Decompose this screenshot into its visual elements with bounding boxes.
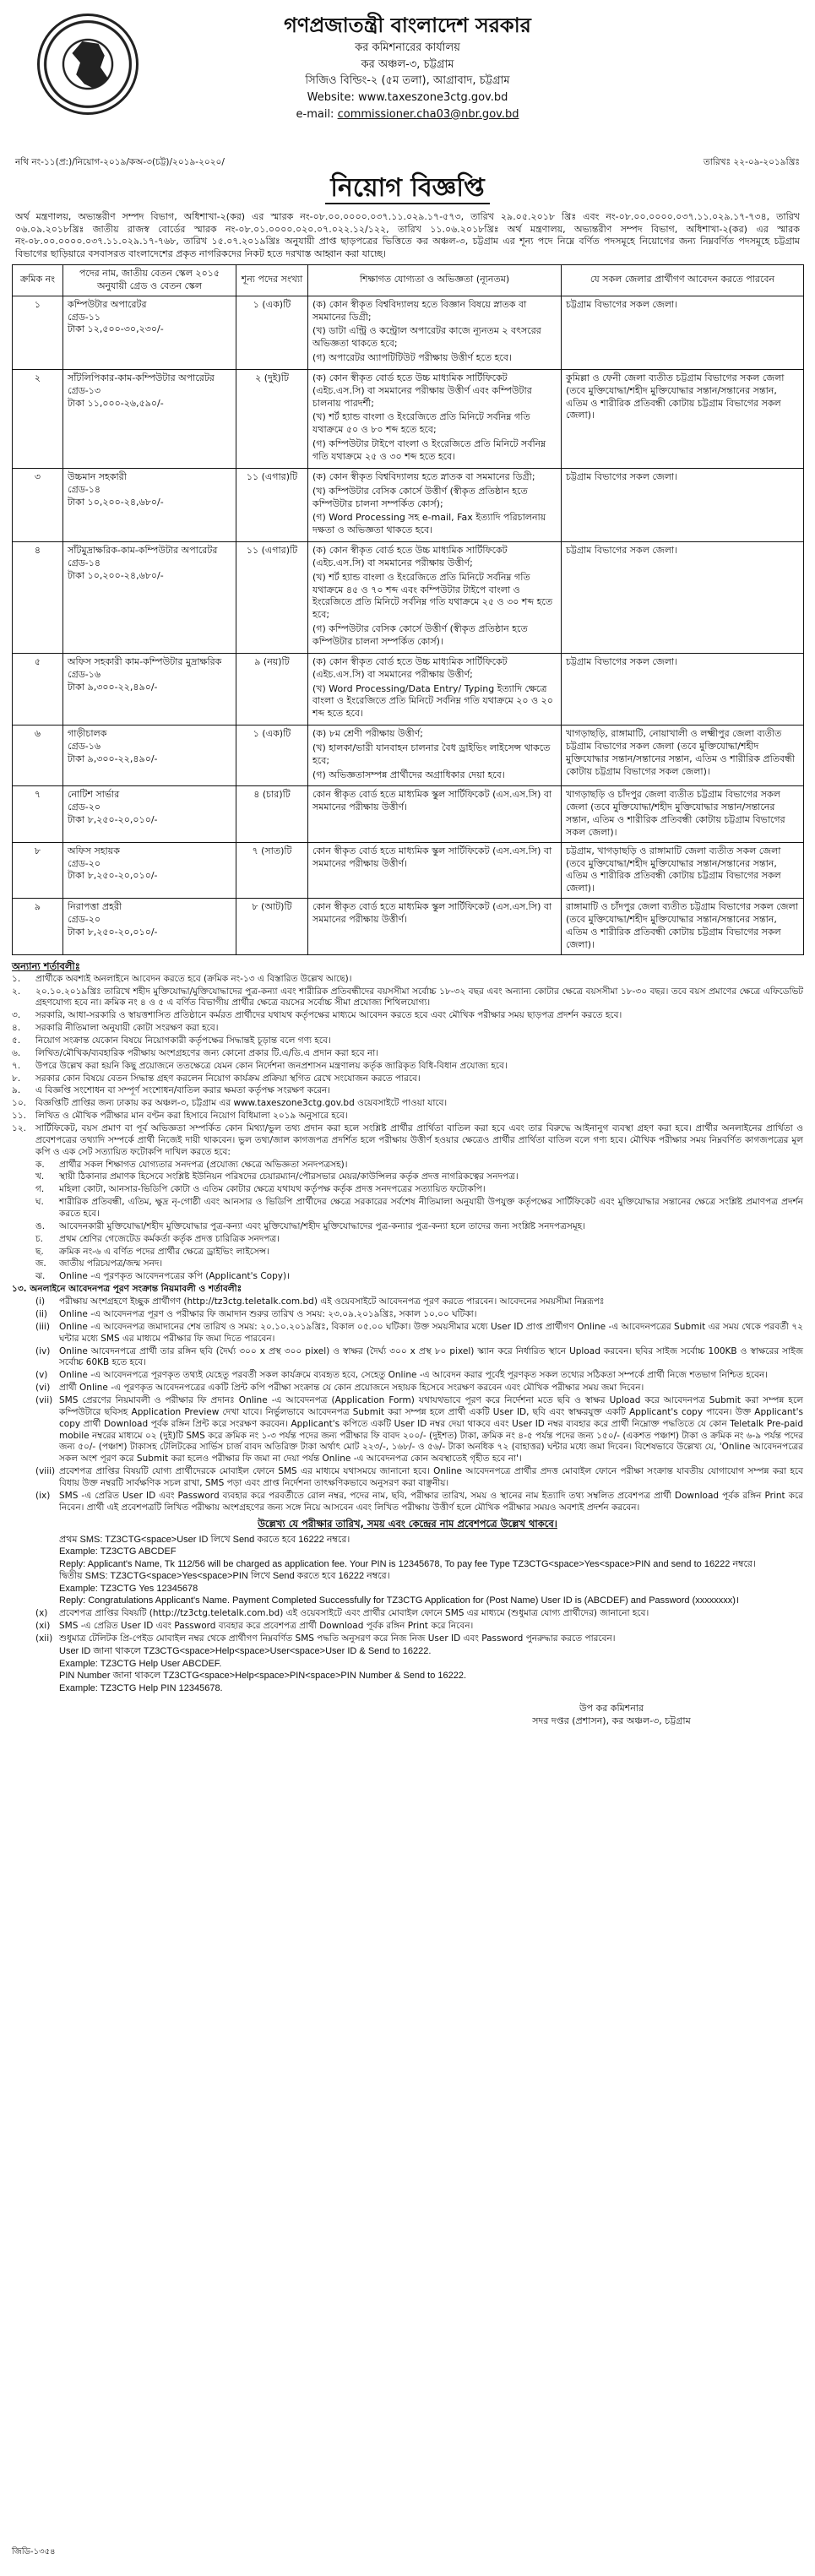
document-item bbox=[35, 1160, 803, 1171]
online-rule bbox=[35, 1395, 803, 1465]
posts-table-body bbox=[13, 296, 804, 954]
zone-name: কর অঞ্চল-৩, চট্টগ্রাম bbox=[361, 57, 454, 71]
email-line bbox=[12, 107, 803, 122]
table-row bbox=[13, 786, 804, 842]
post-cell bbox=[63, 369, 236, 468]
document-item bbox=[35, 1247, 803, 1258]
qualification-line: (ক) কোন স্বীকৃত বোর্ড হতে উচ্চ মাধ্যমিক সার্টিফিকেট (এইচ.এস.সি) বা সমমানের পরীক্ষায় উত্তীর্ণ এবং কম্পিউটার চালনায় পারদর্শী; bbox=[312, 372, 532, 409]
online-rule bbox=[35, 1383, 803, 1394]
districts-cell: খাগড়াছড়ি ও চাঁদপুর জেলা ব্যতীত চট্টগ্রাম বিভাগের সকল জেলা (তবে মুক্তিযোদ্ধা/শহীদ মুক্তিযোদ্ধার সন্তান/সন্তানের সন্তান, এতিম ও শারীরিক প্রতিবন্ধী কোটায় চট্টগ্রাম বিভাগের সকল জেলা)। bbox=[562, 786, 804, 842]
qualification-line: কোন স্বীকৃত বোর্ড হতে মাধ্যমিক স্কুল সার্টিফিকেট (এস.এস.সি) বা সমমানের পরীক্ষায় উত্তীর্ণ। bbox=[312, 901, 552, 926]
post-grade: গ্রেড-১৪ bbox=[68, 483, 101, 495]
online-rule-number: (vi) bbox=[35, 1383, 51, 1394]
post-post: অফিস সহায়ক bbox=[68, 845, 120, 856]
online-rule-number: (vii) bbox=[35, 1394, 53, 1405]
email-label: e-mail: bbox=[296, 107, 334, 121]
condition-item bbox=[12, 1111, 803, 1122]
post-cell bbox=[63, 468, 236, 541]
post-scale: টাকা ১১,০০০-২৬,৫৯০/- bbox=[68, 397, 164, 409]
bangladesh-map-icon bbox=[70, 41, 111, 89]
document-item-text: স্থায়ী ঠিকানার প্রমাণক হিসেবে সংশ্লিষ্ট ইউনিয়ন পরিষদের চেয়ারম্যান/পৌরসভার মেয়র/কাউন্সিলর কর্তৃক প্রদত্ত নাগরিকত্বের সনদপত্র। bbox=[59, 1171, 519, 1182]
serial-cell: ৪ bbox=[13, 542, 63, 654]
serial-cell: ১ bbox=[13, 296, 63, 369]
qualification-cell bbox=[308, 899, 562, 954]
online-title-row bbox=[12, 1284, 803, 1296]
memo-number: নথি নং-১১(প্র:)/নিয়োগ-২০১৯/কঅ-৩(চট্ট)/২০১৯-২০২০/ bbox=[15, 157, 225, 167]
document-item-number: জ. bbox=[35, 1258, 46, 1269]
help-line: Example: TZ3CTG Help User ABCDEF. bbox=[59, 1658, 222, 1669]
document-item bbox=[35, 1197, 803, 1220]
online-rule bbox=[35, 1309, 803, 1321]
document-item bbox=[35, 1171, 803, 1183]
count-cell: ১১ (এগার)টি bbox=[236, 542, 308, 654]
districts-cell: রাঙ্গামাটি ও চাঁদপুর জেলা ব্যতীত চট্টগ্রাম বিভাগের সকল জেলা (তবে মুক্তিযোদ্ধা/শহীদ মুক্তিযোদ্ধার সন্তান/সন্তানের সন্তান, এতিম ও শারীরিক প্রতিবন্ধী কোটায় চট্টগ্রাম বিভাগের সকল জেলা)। bbox=[562, 899, 804, 954]
memo-date: তারিখঃ ২২-০৯-২০১৯খ্রিঃ bbox=[703, 157, 800, 167]
qualification-line: (খ) শর্ট হ্যান্ড বাংলা ও ইংরেজিতে প্রতি মিনিটে সর্বনিম্ন গতি যথাক্রমে ৪৫ ও ৭০ শব্দ এবং কম্পিউটার টাইপে বাংলা ও ইংরেজিতে প্রতি মিনিটে সর্বনিম্ন গতি যথাক্রমে ২৫ ও ৩০ শব্দ হতে হবে; bbox=[312, 571, 553, 621]
condition-item bbox=[12, 1073, 803, 1085]
post-cell bbox=[63, 899, 236, 954]
post-scale: টাকা ১২,৫০০-৩০,২৩০/- bbox=[68, 323, 164, 335]
extra-rule-text: SMS -এ প্রেরিত User ID এবং Password ব্যবহার করে প্রবেশপত্র প্রার্থী Download পূর্বক রঙ্গিন Print করে নিবেন। bbox=[59, 1620, 474, 1631]
document-item-text: Online -এ পূরণকৃত আবেদনপত্রের কপি (Applicant's Copy)। bbox=[59, 1271, 291, 1282]
post-grade: গ্রেড-১৪ bbox=[68, 557, 101, 568]
reference-line bbox=[12, 156, 803, 168]
sms-heading: উল্লেখ্য যে পরীক্ষার তারিখ, সময় এবং কেন্দ্রের নাম প্রবেশপত্রে উল্লেখ থাকবে। bbox=[258, 1517, 557, 1530]
sms-line: Example: TZ3CTG Yes 12345678 bbox=[59, 1583, 198, 1594]
document-item-number: ঝ. bbox=[35, 1271, 46, 1282]
online-rule bbox=[35, 1491, 803, 1514]
post-grade: গ্রেড-২০ bbox=[68, 857, 101, 869]
online-rule-text: SMS -এ প্রেরিত User ID এবং Password ব্যবহার করে পরবর্তীতে রোল নম্বর, পদের নাম, ছবি, পরীক্ষার তারিখ, সময় ও স্থানের নাম ইত্যাদি তথ্য সম্বলিত প্রবেশপত্র প্রার্থী Download পূর্বক রঙ্গিন Print করে নিবেন। প্রার্থী এই প্রবেশপত্রটি লিখিত পরীক্ষায় অংশগ্রহণের জন্য সঙ্গে নিয়ে আসবেন এবং লিখিত পরীক্ষায় উত্তীর্ণ হলে মৌখিক পরীক্ষার সময়ও অবশ্যই প্রদর্শন করবেন। bbox=[59, 1490, 803, 1513]
qualification-cell bbox=[308, 369, 562, 468]
extra-rule-number: (x) bbox=[35, 1607, 48, 1618]
post-cell bbox=[63, 842, 236, 898]
document-item-text: মহিলা কোটা, আনসার-ভিডিপি কোটা ও এতিম কোটার ক্ষেত্রে যথাযথ কর্তৃপক্ষ কর্তৃক প্রদত্ত সনদপত্রের সত্যায়িত ফটোকপি। bbox=[59, 1184, 486, 1195]
document-item-text: জাতীয় পরিচয়পত্র/জন্ম সনদ। bbox=[59, 1258, 163, 1269]
extra-rule-number: (xii) bbox=[35, 1633, 53, 1644]
condition-item bbox=[12, 986, 803, 1010]
serial-cell: ৯ bbox=[13, 899, 63, 954]
post-scale: টাকা ৮,২৫০-২০,০১০/- bbox=[68, 814, 158, 826]
sms-line: প্রথম SMS: TZ3CTG<space>User ID লিখে Send করতে হবে 16222 নম্বরে। bbox=[59, 1534, 350, 1545]
extra-rule bbox=[35, 1608, 803, 1620]
qualification-line: কোন স্বীকৃত বোর্ড হতে মাধ্যমিক স্কুল সার্টিফিকেট (এস.এস.সি) বা সমমানের পরীক্ষায় উত্তীর্ণ। bbox=[312, 845, 552, 869]
qualification-line: (গ) অপারেটর অ্যাপটিটিউট পরীক্ষায় উত্তীর্ণ হতে হবে। bbox=[312, 352, 512, 364]
post-scale: টাকা ৮,২৫০-২০,০১০/- bbox=[68, 926, 158, 937]
count-cell: ১১ (এগার)টি bbox=[236, 468, 308, 541]
condition-item bbox=[12, 1061, 803, 1073]
condition-item-text: বিজ্ঞপ্তিটি প্রাপ্তির জন্য ঢাকায় কর অঞ্চল-৩, চট্টগ্রাম এর www.taxeszone3ctg.gov.bd ওয়েবসাইটে পাওয়া যাবে। bbox=[35, 1098, 448, 1109]
conditions-list bbox=[12, 974, 803, 1159]
post-grade: গ্রেড-১৩ bbox=[68, 384, 101, 396]
document-item-text: প্রথম শ্রেণির গেজেটেড কর্মকর্তা কর্তৃক প্রদত্ত চারিত্রিক সনদপত্র। bbox=[59, 1233, 280, 1244]
condition-item-text: লিখিত ও মৌখিক পরীক্ষার মান বণ্টন করা হিসাবে নিয়োগ বিধিমালা ২০১৯ অনুসারে হবে। bbox=[35, 1111, 348, 1122]
count-cell: ১ (এক)টি bbox=[236, 296, 308, 369]
government-title: গণপ্রজাতন্ত্রী বাংলাদেশ সরকার bbox=[284, 14, 531, 37]
online-rule-number: (ii) bbox=[35, 1308, 48, 1319]
online-title: ১৩. অনলাইনে আবেদনপত্র পূরণ সংক্রান্ত নিয়মাবলী ও শর্তাবলীঃ bbox=[12, 1284, 242, 1295]
document-item bbox=[35, 1271, 803, 1283]
post-scale: টাকা ১০,২০০-২৪,৬৮০/- bbox=[68, 569, 164, 581]
online-rule-number: (ix) bbox=[35, 1490, 51, 1501]
condition-item-text: ২০.১০.২০১৯খ্রিঃ তারিখে শহীদ মুক্তিযোদ্ধা/মুক্তিযোদ্ধাদের পুত্র-কন্যা এবং শারীরিক প্রতিবন্ধীদের বয়সসীমা সর্বোচ্চ ১৮-৩২ বছর এবং অন্যান্য কোটার ক্ষেত্রে বয়সসীমা ১৮-৩০ বছর। তবে বয়স প্রমাণের ক্ষেত্রে এফিডেভিট গ্রহণযোগ্য হবে না। ক্রমিক নং ৪ ও ৫ এ বর্ণিত বিভাগীয় প্রার্থীর ক্ষেত্রে বয়সের সর্বোচ্চ সীমা প্রযোজ্য শিথিলযোগ্য। bbox=[35, 986, 803, 1008]
document-item-text: আবেদনকারী মুক্তিযোদ্ধা/শহীদ মুক্তিযোদ্ধার পুত্র-কন্যা এবং মুক্তিযোদ্ধা/শহীদ মুক্তিযোদ্ধাদের পুত্র-কন্যার পুত্র-কন্যা হলে তাদের জন্য সংশ্লিষ্ট সনদপত্রসমূহ। bbox=[59, 1220, 585, 1231]
online-rule-number: (iv) bbox=[35, 1345, 51, 1356]
count-cell: ৯ (নয়)টি bbox=[236, 653, 308, 725]
table-row bbox=[13, 842, 804, 898]
extra-rule-number: (xi) bbox=[35, 1620, 51, 1631]
condition-item-number: ৬. bbox=[12, 1047, 21, 1058]
qualification-line: (গ) Word Processing সহ e-mail, Fax ইত্যাদি পরিচালনায় দক্ষতা ও অভিজ্ঞতা থাকতে হবে। bbox=[312, 512, 546, 536]
document-item-number: ছ. bbox=[35, 1246, 44, 1257]
online-rule bbox=[35, 1296, 803, 1308]
table-row bbox=[13, 542, 804, 654]
count-cell: ৮ (আট)টি bbox=[236, 899, 308, 954]
help-line: PIN Number জানা থাকলে TZ3CTG<space>Help<space>PIN<space>PIN Number & Send to 16222. bbox=[59, 1671, 467, 1682]
qualification-line: (গ) অভিজ্ঞতাসম্পন্ন প্রার্থীদের অগ্রাধিকার দেয়া হবে। bbox=[312, 769, 505, 780]
signature-block bbox=[485, 1703, 738, 1728]
condition-item-number: ১২. bbox=[12, 1123, 26, 1134]
online-rule-number: (v) bbox=[35, 1370, 48, 1381]
documents-list bbox=[12, 1160, 803, 1284]
document-item bbox=[35, 1234, 803, 1246]
serial-cell: ৩ bbox=[13, 468, 63, 541]
count-cell: ৪ (চার)টি bbox=[236, 786, 308, 842]
condition-item-text: সরকারি, আধা-সরকারি ও স্বায়ত্তশাসিত প্রতিষ্ঠানে কর্মরত প্রার্থীদের যথাযথ কর্তৃপক্ষের মাধ্যমে আবেদন করতে হবে এবং মৌখিক পরীক্ষার সময় ছাড়পত্র প্রদর্শন করতে হবে। bbox=[35, 1010, 622, 1021]
serial-cell: ৮ bbox=[13, 842, 63, 898]
sms-line: দ্বিতীয় SMS: TZ3CTG<space>Yes<space>PIN লিখে Send করতে হবে 16222 নম্বরে। bbox=[59, 1571, 390, 1582]
document-item bbox=[35, 1184, 803, 1196]
serial-cell: ৬ bbox=[13, 726, 63, 786]
post-post: কম্পিউটার অপারেটর bbox=[68, 298, 147, 310]
serial-cell: ৭ bbox=[13, 786, 63, 842]
qualification-line: (ক) কোন স্বীকৃত বিশ্ববিদ্যালয় হতে বিজ্ঞান বিষয়ে স্নাতক বা সমমানের ডিগ্রী; bbox=[312, 298, 527, 323]
districts-cell: চট্টগ্রাম বিভাগের সকল জেলা। bbox=[562, 542, 804, 654]
condition-item bbox=[12, 1098, 803, 1110]
online-rule bbox=[35, 1322, 803, 1345]
qualification-line: (গ) কম্পিউটার টাইপে বাংলা ও ইংরেজিতে প্রতি মিনিটে সর্বনিম্ন গতি যথাক্রমে ২৫ ও ৩০ শব্দ হতে হবে। bbox=[312, 438, 546, 463]
document-item-text: ক্রমিক নং-৬ এ বর্ণিত পদের প্রার্থীর ক্ষেত্রে ড্রাইভিং লাইসেন্স। bbox=[59, 1246, 269, 1257]
post-scale: টাকা ১০,২০০-২৪,৬৮০/- bbox=[68, 496, 164, 508]
document-item-number: ঘ. bbox=[35, 1197, 44, 1208]
online-rule bbox=[35, 1466, 803, 1490]
districts-cell: চট্টগ্রাম, খাগড়াছড়ি ও রাঙ্গামাটি জেলা ব্যতীত সকল জেলা (তবে মুক্তিযোদ্ধা/শহীদ মুক্তিযোদ্ধার সন্তান/সন্তানের সন্তান, এতিম ও শারীরিক প্রতিবন্ধী কোটায় চট্টগ্রাম বিভাগের সকল জেলা)। bbox=[562, 842, 804, 898]
post-post: উচ্চমান সহকারী bbox=[68, 470, 127, 482]
condition-item bbox=[12, 1085, 803, 1097]
online-rule-text: Online -এ আবেদনপত্র জমাদানের শেষ তারিখ ও সময়: ২০.১০.২০১৯খ্রিঃ, বিকাল ০৫.০০ ঘটিকা। উক্ত সময়সীমার মধ্যে User ID প্রাপ্ত প্রার্থীগণ Online -এ আবেদনপত্রের Submit এর সময় থেকে পরবর্তী ৭২ ঘন্টার মধ্যে SMS এর মাধ্যমে পরীক্ষার ফি জমা দিতে পারবেন। bbox=[59, 1321, 803, 1344]
document-item-number: গ. bbox=[35, 1184, 45, 1195]
help-instructions bbox=[12, 1645, 803, 1694]
post-scale: টাকা ৯,৩০০-২২,৪৯০/- bbox=[68, 681, 158, 693]
online-rule bbox=[35, 1346, 803, 1370]
post-post: নোটিশ সার্ভার bbox=[68, 789, 120, 801]
qualification-line: (ক) ৮ম শ্রেণী পরীক্ষায় উত্তীর্ণ; bbox=[312, 728, 423, 740]
sms-line: Example: TZ3CTG ABCDEF bbox=[59, 1546, 177, 1557]
qualification-line: (ক) কোন স্বীকৃত বোর্ড হতে উচ্চ মাধ্যমিক সার্টিফিকেট (এইচ.এস.সি) বা সমমানের পরীক্ষায় উত্তীর্ণ; bbox=[312, 655, 508, 680]
count-cell: ৭ (সাত)টি bbox=[236, 842, 308, 898]
table-row bbox=[13, 468, 804, 541]
document-item bbox=[35, 1221, 803, 1233]
qualification-line: (খ) Word Processing/Data Entry/ Typing ইত্যাদি ক্ষেত্রে বাংলা ও ইংরেজিতে প্রতি মিনিটে সর্বনিম্ন গতি যথাক্রমে ২০ ও ২০ শব্দ হতে হবে। bbox=[312, 682, 553, 720]
condition-item-text: নিয়োগ সংক্রান্ত যেকোন বিষয়ে নিয়োগকারী কর্তৃপক্ষের সিদ্ধান্তই চূড়ান্ত বলে গণ্য হবে। bbox=[35, 1035, 331, 1046]
document-item-text: শারীরিক প্রতিবন্ধী, এতিম, ক্ষুদ্র নৃ-গোষ্ঠী এবং আনসার ও ভিডিপি প্রার্থীদের ক্ষেত্রে সরকারের সর্বশেষ নীতিমালা অনুযায়ী উপযুক্ত কর্তৃপক্ষের সার্টিফিকেট এবং মুক্তিযোদ্ধার সন্তানের ক্ষেত্রে সংশ্লিষ্ট প্রমাণপত্র প্রদর্শন করতে হবে। bbox=[59, 1197, 803, 1220]
online-rule-text: SMS প্রেরণের নিয়মাবলী ও পরীক্ষার ফি প্রদানঃ Online -এ আবেদনপত্র (Application Form) যথাযথভাবে পূরণ করে নির্দেশনা মতে ছবি ও স্বাক্ষর Upload করে আবেদনপত্র Submit করা সম্পন্ন হলে কম্পিউটারে ছবিসহ Application Preview দেখা যাবে। নির্ভুলভাবে আবেদনপত্র Submit করা সম্পন্ন হলে প্রার্থী একটি User ID, ছবি এবং স্বাক্ষরযুক্ত একটি Applicant's copy পাবেন। উক্ত Applicant's copy প্রার্থী Download পূর্বক রঙ্গিন প্রিন্ট করে সংরক্ষণ করবেন। Applicant's কপিতে একটি User ID নম্বর দেয়া থাকবে এবং User ID নম্বর ব্যবহার করে প্রার্থী নিম্নোক্ত পদ্ধতিতে যে কোন Teletalk Pre-paid mobile নম্বরের মাধ্যমে ০২ (দুই)টি SMS করে ক্রমিক নং ১-৩ পর্যন্ত পদের জন্য পরীক্ষার ফি বাবদ ২০০/- (দুইশত) টাকা, ক্রমিক নং ৪-৫ পর্যন্ত পদের জন্য ১৫০/- (একশত পঞ্চাশ) টাকা ও ক্রমিক নং ৬-৯ পর্যন্ত পদের জন্য ৫০/- (পঞ্চাশ) টাকাসহ টেলিটকের সার্ভিস চার্জ বাবদ অতিরিক্ত টাকা অর্থাৎ মোট ২২৩/-, ১৬৮/- ও ৫৬/- টাকা অনধিক ৭২ (বাহাত্তর) ঘন্টার মধ্যে জমা দিবেন। বিশেষভাবে উল্লেখ্য যে, 'Online আবেদনপত্রের সকল অংশ পূরণ করে Submit করা হলেও পরীক্ষার ফি জমা না দেয়া পর্যন্ত Online -এ আবেদনপত্র কোন অবস্থাতেই গৃহীত হবে না'। bbox=[59, 1394, 803, 1465]
count-cell: ১ (এক)টি bbox=[236, 726, 308, 786]
table-header-row bbox=[13, 265, 804, 296]
post-scale: টাকা ৮,২৫০-২০,০১০/- bbox=[68, 870, 158, 882]
qualification-line: কোন স্বীকৃত বোর্ড হতে মাধ্যমিক স্কুল সার্টিফিকেট (এস.এস.সি) বা সমমানের পরীক্ষায় উত্তীর্ণ। bbox=[312, 789, 552, 813]
online-rule-text: Online আবেদনপত্রে প্রার্থী তার রঙ্গিন ছবি (দৈর্ঘ্য ৩০০ x প্রস্থ ৩০০ pixel) ও স্বাক্ষর (দৈর্ঘ্য ৩০০ x প্রস্থ ৮০ pixel) স্ক্যান করে নির্ধারিত স্থানে Upload করবেন। ছবির সাইজ সর্বোচ্চ 100KB ও স্বাক্ষরের সাইজ সর্বোচ্চ 60KB হতে হবে। bbox=[59, 1345, 803, 1368]
districts-cell: কুমিল্লা ও ফেনী জেলা ব্যতীত চট্টগ্রাম বিভাগের সকল জেলা (তবে মুক্তিযোদ্ধা/শহীদ মুক্তিযোদ্ধার সন্তান/সন্তানের সন্তান, এতিম ও শারীরিক প্রতিবন্ধী কোটায় চট্টগ্রাম বিভাগের সকল জেলা)। bbox=[562, 369, 804, 468]
help-line: Example: TZ3CTG Help PIN 12345678. bbox=[59, 1682, 223, 1693]
condition-item-number: ১০. bbox=[12, 1098, 26, 1109]
qualification-line: (ক) কোন স্বীকৃত বোর্ড হতে উচ্চ মাধ্যমিক সার্টিফিকেট (এইচ.এস.সি) বা সমমানের পরীক্ষায় উত্তীর্ণ; bbox=[312, 545, 508, 568]
post-grade: গ্রেড-১৬ bbox=[68, 740, 101, 752]
online-rule-text: পরীক্ষায় অংশগ্রহণে ইচ্ছুক প্রার্থীগণ (http://tz3ctg.teletalk.com.bd) এই ওয়েবসাইটে আবেদনপত্র পূরণ করতে পারবেন। আবেদনের সময়সীমা নিম্নরূপঃ bbox=[59, 1296, 605, 1307]
qualification-cell bbox=[308, 468, 562, 541]
intro-paragraph: অর্থ মন্ত্রণালয়, অভ্যন্তরীণ সম্পদ বিভাগ, অধিশাখা-২(কর) এর স্মারক নং-০৮.০০.০০০০.০৩৭.১১.০২৯.১৭-৫৭৩, তারিখ ২৯.০৫.২০১৮ খ্রিঃ এবং নং-০৮.০০.০০০০.০৩৭.১১.০২৯.১৭-৭৩৪, তারিখ ০৬.০৯.২০১৮খ্রিঃ জাতীয় রাজস্ব বোর্ডের স্মারক নং-০৮.০১.০০০০.০২০.০৭.০২২.১২/১২২, তারিখ ১১.০৬.২০১৮খ্রিঃ অর্থ মন্ত্রণালয়, অভ্যন্তরীণ সম্পদ বিভাগ, অধিশাখা-২(কর) এর স্মারক নং-০৮.০০.০০০০.০৩৭.১১.০২৯.১৭-৭৬৮, তারিখ ১৫.০৭.২০১৯খ্রিঃ অনুযায়ী প্রাপ্ত ছাড়পত্রের ভিত্তিতে কর অঞ্চল-৩, চট্টগ্রাম এর শূন্য পদে নিম্নে বর্ণিত পদসমূহে নিয়োগের জন্য নিম্নবর্ণিত পদসমূহে চট্টগ্রাম বিভাগের ছাড়িয়ারে বসবাসরত বাংলাদেশের প্রকৃত নাগরিকদের নিকট হতে দরখাস্ত আহ্বান করা যাচ্ছে। bbox=[15, 210, 800, 260]
online-rule-number: (i) bbox=[35, 1296, 46, 1307]
document-item-text: প্রার্থীর সকল শিক্ষাগত যোগ্যতার সনদপত্র (প্রযোজ্য ক্ষেত্রে অভিজ্ঞতা সনদপত্রসহ)। bbox=[59, 1159, 348, 1170]
extra-rule-text: প্রবেশপত্র প্রাপ্তির বিষয়টি (http://tz3ctg.teletalk.com.bd) এই ওয়েবসাইটে এবং প্রার্থীর মোবাইল ফোনে SMS এর মাধ্যমে (শুধুমাত্র যোগ্য প্রার্থীদের) জানানো হবে। bbox=[59, 1607, 649, 1618]
condition-item bbox=[12, 1048, 803, 1060]
qualification-cell bbox=[308, 653, 562, 725]
document-item-number: ক. bbox=[35, 1159, 45, 1170]
qualification-cell bbox=[308, 786, 562, 842]
sms-line: Reply: Applicant's Name, Tk 112/56 will be charged as application fee. Your PIN is 12345678, To pay fee Type TZ3CTG<space>Yes<space>PIN and send to 16222 নম্বরে। bbox=[59, 1558, 756, 1569]
signatory-title: উপ কর কমিশনার bbox=[579, 1703, 644, 1715]
qualification-cell bbox=[308, 542, 562, 654]
extra-rules-list bbox=[12, 1608, 803, 1645]
qualification-line: (খ) শর্ট হ্যান্ড বাংলা ও ইংরেজিতে প্রতি মিনিটে সর্বনিম্ন গতি যথাক্রমে ৫০ ও ৮০ শব্দ হতে হবে; bbox=[312, 411, 530, 436]
office-address: সিজিও বিল্ডিং-২ (৫ম তলা), আগ্রাবাদ, চট্টগ্রাম bbox=[305, 74, 510, 88]
districts-cell: চট্টগ্রাম বিভাগের সকল জেলা। bbox=[562, 653, 804, 725]
qualification-cell bbox=[308, 726, 562, 786]
serial-cell: ৫ bbox=[13, 653, 63, 725]
table-row bbox=[13, 369, 804, 468]
post-post: নিরাপত্তা প্রহরী bbox=[68, 901, 122, 913]
document-item-number: খ. bbox=[35, 1171, 45, 1182]
email-link[interactable]: commissioner.cha03@nbr.gov.bd bbox=[337, 107, 519, 121]
document-item-number: ঙ. bbox=[35, 1220, 46, 1231]
qualification-line: (গ) কম্পিউটার বেসিক কোর্সে উত্তীর্ণ (স্বীকৃত প্রতিষ্ঠান হতে কম্পিউটার চালনা সম্পর্কিত কোর্স)। bbox=[312, 623, 528, 647]
post-cell bbox=[63, 726, 236, 786]
post-cell bbox=[63, 653, 236, 725]
count-cell: ২ (দুই)টি bbox=[236, 369, 308, 468]
post-grade: গ্রেড-২০ bbox=[68, 914, 101, 926]
qualification-line: (খ) কম্পিউটার বেসিক কোর্সে উত্তীর্ণ (স্বীকৃত প্রতিষ্ঠান হতে কম্পিউটার চালনা সম্পর্কিত কোর্স); bbox=[312, 485, 528, 509]
sms-instructions bbox=[12, 1534, 803, 1607]
conditions-section bbox=[12, 960, 803, 1695]
extra-rule bbox=[35, 1633, 803, 1645]
condition-item bbox=[12, 1010, 803, 1022]
condition-item-number: ৮. bbox=[12, 1073, 21, 1084]
districts-cell: চট্টগ্রাম বিভাগের সকল জেলা। bbox=[562, 296, 804, 369]
online-rule-text: Online -এ আবেদনপত্র পূরণ ও পরীক্ষার ফি জমাদান শুরুর তারিখ ও সময়: ২৩.০৯.২০১৯খ্রিঃ, সকাল ১০.০০ ঘটিকা। bbox=[59, 1308, 477, 1319]
post-cell bbox=[63, 542, 236, 654]
condition-item-text: সরকার কোন বিষয়ে বেতন সিদ্ধান্ত গ্রহণ করলেন নিয়োগ কার্যক্রম প্রক্রিয়া স্থগিত রেখে সংযোজন করতে পারবে। bbox=[35, 1073, 421, 1084]
condition-item-number: ২. bbox=[12, 986, 21, 997]
header-post: পদের নাম, জাতীয় বেতন স্কেল ২০১৫ অনুযায়ী গ্রেড ও বেতন স্কেল bbox=[63, 265, 236, 296]
header-districts: যে সকল জেলার প্রার্থীগণ আবেদন করতে পারবেন bbox=[562, 265, 804, 296]
office-name: কর কমিশনারের কার্যালয় bbox=[355, 41, 460, 55]
document-item bbox=[35, 1258, 803, 1270]
online-rules-list bbox=[12, 1296, 803, 1514]
online-rule-number: (iii) bbox=[35, 1321, 50, 1332]
help-line: User ID জানা থাকলে TZ3CTG<space>Help<space>User<space>User ID & Send to 16222. bbox=[59, 1646, 432, 1657]
post-post: গাড়ীচালক bbox=[68, 728, 107, 740]
table-row bbox=[13, 653, 804, 725]
table-row bbox=[13, 899, 804, 954]
condition-item-text: লিখিত/মৌখিক/ব্যবহারিক পরীক্ষায় অংশগ্রহণের জন্য কোনো প্রকার টি.এ/ডি.এ প্রদান করা হবে না। bbox=[35, 1047, 379, 1058]
post-grade: গ্রেড-২০ bbox=[68, 802, 101, 813]
website-link[interactable]: Website: www.taxeszone3ctg.gov.bd bbox=[307, 91, 508, 105]
document-item-number: চ. bbox=[35, 1233, 44, 1244]
online-rule bbox=[35, 1370, 803, 1382]
condition-item bbox=[12, 1123, 803, 1159]
post-scale: টাকা ৯,৩০০-২২,৪৯০/- bbox=[68, 753, 158, 764]
online-rule-number: (viii) bbox=[35, 1466, 56, 1477]
signatory-subtitle: সদর দপ্তর (প্রশাসন), কর অঞ্চল-৩, চট্টগ্রাম bbox=[532, 1715, 691, 1727]
condition-item-text: উপরে উল্লেখ করা হয়নি কিছু প্রয়োজনে ততক্ষেত্রে যেমন কোন নির্দেশনা জনপ্রশাসন মন্ত্রণালয় কর্তৃক জারিকৃত বিধি-বিধান প্রযোজ্য হবে। bbox=[35, 1060, 508, 1071]
serial-cell: ২ bbox=[13, 369, 63, 468]
online-rule-text: প্রার্থী Online -এ পূরণকৃত আবেদনপত্রের একটি প্রিন্ট কপি পরীক্ষা সংক্রান্ত যে কোন প্রয়োজনে সহায়ক হিসেবে সংরক্ষণ করবেন এবং মৌখিক পরীক্ষার সময় জমা দিবেন। bbox=[59, 1383, 644, 1394]
condition-item-number: ৭. bbox=[12, 1060, 21, 1071]
qualification-line: (খ) হালকা/ভারী যানবাহন চালনার বৈধ ড্রাইভিং লাইসেন্স থাকতে হবে; bbox=[312, 742, 551, 766]
extra-rule-text: শুধুমাত্র টেলিটক প্রি-পেইড মোবাইল নম্বর থেকে প্রার্থীগণ নিম্নবর্ণিত SMS পদ্ধতি অনুসরণ করে নিজ নিজ User ID এবং Password পুনরুদ্ধার করতে পারবেন। bbox=[59, 1633, 616, 1644]
government-seal-icon bbox=[37, 14, 139, 115]
table-row bbox=[13, 296, 804, 369]
post-post: অফিস সহকারী কাম-কম্পিউটার মুদ্রাক্ষরিক bbox=[68, 655, 222, 667]
header-count: শূন্য পদের সংখ্যা bbox=[236, 265, 308, 296]
post-cell bbox=[63, 296, 236, 369]
post-post: সাঁটলিপিকার-কাম-কম্পিউটার অপারেটর bbox=[68, 372, 215, 383]
qualification-cell bbox=[308, 842, 562, 898]
posts-table bbox=[12, 264, 804, 955]
post-grade: গ্রেড-১১ bbox=[68, 311, 101, 323]
districts-cell: খাগড়াছড়ি, রাঙ্গামাটি, নোয়াখালী ও লক্ষ্মীপুর জেলা ব্যতীত চট্টগ্রাম বিভাগের সকল জেলা (তবে মুক্তিযোদ্ধা/শহীদ মুক্তিযোদ্ধার সন্তান/সন্তানের সন্তান, এতিম ও শারীরিক প্রতিবন্ধী কোটায় চট্টগ্রাম বিভাগের সকল জেলা)। bbox=[562, 726, 804, 786]
qualification-line: (খ) ডাটা এন্ট্রি ও কন্ট্রোল অপারেটর কাজে ন্যূনতম ২ বৎসরের অভিজ্ঞতা থাকতে হবে; bbox=[312, 325, 541, 350]
post-cell bbox=[63, 786, 236, 842]
condition-item-text: এ বিজ্ঞপ্তি সংশোধন বা সম্পূর্ণ সংশোধন/বাতিল করার ক্ষমতা কর্তৃপক্ষ সংরক্ষণ করেন। bbox=[35, 1085, 331, 1096]
districts-cell: চট্টগ্রাম বিভাগের সকল জেলা। bbox=[562, 468, 804, 541]
condition-item-number: ১১. bbox=[12, 1111, 26, 1122]
condition-item bbox=[12, 1023, 803, 1035]
conditions-title: অন্যান্য শর্তাবলীঃ bbox=[12, 959, 80, 972]
condition-item-text: সরকারি নীতিমালা অনুযায়ী কোটা সংরক্ষণ করা হবে। bbox=[35, 1023, 219, 1034]
condition-item-number: ৯. bbox=[12, 1085, 21, 1096]
post-post: সাঁটমুদ্রাক্ষরিক-কাম-কম্পিউটার অপারেটর bbox=[68, 545, 218, 557]
footer-code: জিডি-১৩৫৪ bbox=[12, 2546, 56, 2557]
header-qualification: শিক্ষাগত যোগ্যতা ও অভিজ্ঞতা (ন্যূনতম) bbox=[308, 265, 562, 296]
condition-item-text: সার্টিফিকেট, বয়স প্রমাণ বা পূর্ব অভিজ্ঞতা সম্পর্কিত কোন মিথ্যা/ভুল তথ্য প্রদান করা হলে সংশ্লিষ্ট প্রার্থীর প্রার্থিতা বাতিল করা হবে এবং তার বিরুদ্ধে আইনানুগ ব্যবস্থা গ্রহণ করা হবে। প্রার্থীর অনলাইনের প্রার্থিতা ও প্রবেশপত্রের তথ্যাদি সম্পর্কে প্রার্থী নিজেই দায়ী থাকবেন। ভুল তথ্য/জাল কাগজপত্র প্রদর্শিত হলে পরীক্ষায় উত্তীর্ণ হওয়ার ক্ষেত্রেও প্রার্থীর প্রার্থিতা বাতিল বলে গণ্য হবে। মৌখিক পরীক্ষার সময় নিম্নবর্ণিত কাগজপত্রের মূল কপি ও এক সেট সত্যায়িত ফটোকপি দাখিল করতে হবে: bbox=[35, 1123, 803, 1157]
condition-item-number: ৩. bbox=[12, 1010, 21, 1021]
online-rule-text: Online -এ আবেদনপত্রে পূরণকৃত তথ্যই যেহেতু পরবর্তী সকল কার্যক্রমে ব্যবহৃত হবে, সেহেতু Online -এ আবেদন করার পূর্বেই পূরণকৃত সকল তথ্যের সঠিকতা সম্পর্কে প্রার্থী নিজে শতভাগ নিশ্চিত হবেন। bbox=[59, 1370, 768, 1381]
condition-item-text: প্রার্থীকে অবশ্যই অনলাইনে আবেদন করতে হবে (ক্রমিক নং-১৩ এ বিস্তারিত উল্লেখ আছে)। bbox=[35, 973, 352, 984]
sms-line: Reply: Congratulations Applicant's Name. Payment Completed Successfully for TZ3CTG Application for (Post Name) User ID is (ABCDEF) and Password (xxxxxxxx)। bbox=[59, 1595, 740, 1606]
letterhead bbox=[12, 12, 803, 151]
condition-item-number: ৪. bbox=[12, 1023, 21, 1034]
qualification-line: (ক) কোন স্বীকৃত বিশ্ববিদ্যালয় হতে স্নাতক বা সমমানের ডিগ্রী; bbox=[312, 470, 535, 482]
extra-rule bbox=[35, 1621, 803, 1633]
condition-item bbox=[12, 974, 803, 986]
online-rule-text: প্রবেশপত্র প্রাপ্তির বিষয়টি যোগ্য প্রার্থীদেরকে মোবাইল ফোনে SMS এর মাধ্যমে যথাসময়ে জানানো হবে। Online আবেদনপত্রে প্রার্থীর প্রদত্ত মোবাইল ফোনে পরীক্ষা সংক্রান্ত যাবতীয় যোগাযোগ সম্পন্ন করা হবে বিধায় উক্ত নম্বরটি সার্বক্ষণিক সচল রাখা, SMS পড়া এবং প্রাপ্ত নির্দেশনা তাৎক্ষণিকভাবে অনুসরণ করা বাঞ্ছনীয়। bbox=[59, 1466, 803, 1488]
table-row bbox=[13, 726, 804, 786]
post-grade: গ্রেড-১৬ bbox=[68, 668, 101, 680]
condition-item-number: ১. bbox=[12, 973, 21, 984]
header-serial: ক্রমিক নং bbox=[13, 265, 63, 296]
qualification-cell bbox=[308, 296, 562, 369]
condition-item-number: ৫. bbox=[12, 1035, 21, 1046]
condition-item bbox=[12, 1035, 803, 1047]
notice-title: নিয়োগ বিজ্ঞপ্তি bbox=[12, 171, 803, 206]
